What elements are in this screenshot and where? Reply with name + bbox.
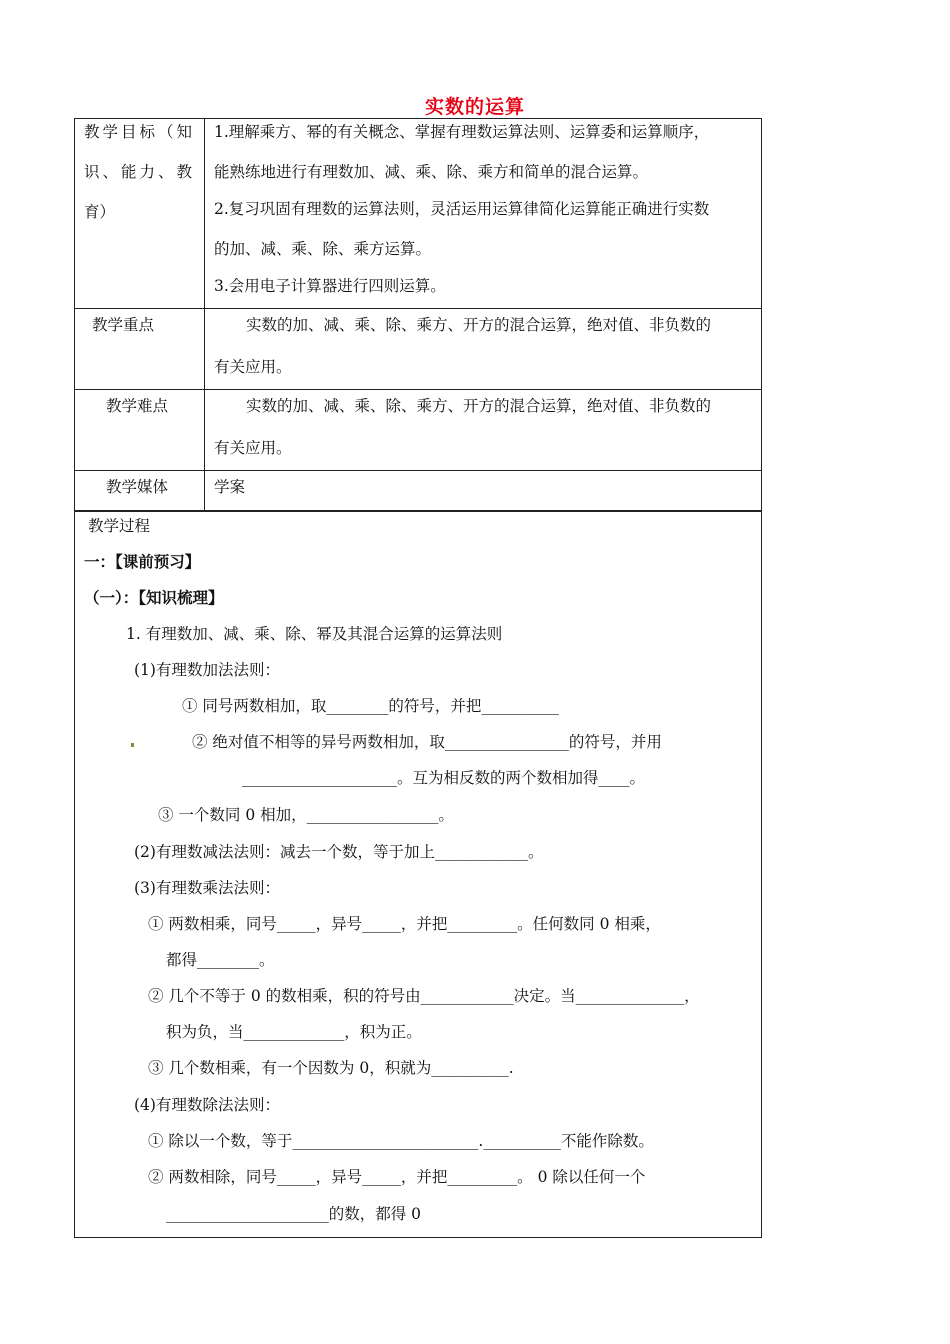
section-heading: 一：【课前预习】 — [84, 552, 201, 571]
media-label: 教学媒体 — [106, 478, 169, 496]
goal-line: 能熟练地进行有理数加、减、乘、除、乘方和简单的混合运算。 — [214, 163, 649, 181]
add-rule-line: ____________________。互为相反数的两个数相加得____。 — [242, 769, 646, 787]
goal-label-line: 育） — [84, 203, 116, 221]
mul-rule-line: 都得________。 — [166, 951, 275, 969]
goal-line: 2.复习巩固有理数的运算法则，灵活运用运算律简化运算能正确进行实数 — [214, 200, 710, 218]
mul-rule-line: ③ 几个数相乘，有一个因数为 0，积就为__________. — [148, 1059, 514, 1077]
goal-label-line: 教学目标（知 — [84, 123, 196, 141]
difficulty-label: 教学难点 — [106, 397, 169, 415]
goal-label-line: 识、能力、教 — [84, 163, 196, 181]
add-rule-line: ① 同号两数相加，取________的符号，并把__________ — [182, 697, 559, 715]
table-column-divider — [204, 118, 205, 511]
div-rule-line: ② 两数相除，同号_____，异号_____，并把_________。 0 除以任何一个 — [148, 1168, 646, 1186]
stray-mark — [131, 743, 134, 747]
sub-rule-heading: (2)有理数减法法则：减去一个数，等于加上____________。 — [134, 843, 544, 861]
page-title: 实数的运算 — [424, 96, 525, 118]
div-rule-line: _____________________的数，都得 0 — [166, 1205, 422, 1223]
rule-item: 1. 有理数加、减、乘、除、幂及其混合运算的运算法则 — [126, 625, 503, 643]
mul-rule-line: ① 两数相乘，同号_____，异号_____，并把_________。任何数同 0 相乘， — [148, 915, 661, 933]
key-line: 有关应用。 — [214, 358, 292, 376]
difficulty-line: 实数的加、减、乘、除、乘方、开方的混合运算，绝对值、非负数的 — [246, 397, 712, 415]
process-heading: 教学过程 — [88, 517, 151, 535]
goal-line: 1.理解乘方、幂的有关概念、掌握有理数运算法则、运算委和运算顺序， — [214, 123, 710, 141]
table-row-divider — [74, 470, 762, 471]
div-rule-heading: (4)有理数除法法则： — [134, 1096, 280, 1114]
goal-line: 的加、减、乘、除、乘方运算。 — [214, 240, 432, 258]
difficulty-line: 有关应用。 — [214, 439, 292, 457]
process-box — [74, 510, 762, 1238]
mul-rule-line: 积为负，当_____________，积为正。 — [166, 1023, 422, 1041]
mul-rule-line: ② 几个不等于 0 的数相乘，积的符号由____________决定。当______________， — [148, 987, 700, 1005]
add-rule-heading: (1)有理数加法法则： — [134, 661, 280, 679]
goal-line: 3.会用电子计算器进行四则运算。 — [214, 277, 446, 295]
subsection-heading: （一）：【知识梳理】 — [84, 588, 224, 607]
mul-rule-heading: (3)有理数乘法法则： — [134, 879, 280, 897]
div-rule-line: ① 除以一个数，等于________________________.__________不能作除数。 — [148, 1132, 654, 1150]
add-rule-line: ③ 一个数同 0 相加，_________________。 — [158, 806, 454, 824]
add-rule-line: ② 绝对值不相等的异号两数相加，取________________的符号，并用 — [192, 733, 662, 751]
key-line: 实数的加、减、乘、除、乘方、开方的混合运算，绝对值、非负数的 — [246, 316, 712, 334]
key-label: 教学重点 — [92, 316, 155, 334]
media-value: 学案 — [214, 478, 246, 496]
